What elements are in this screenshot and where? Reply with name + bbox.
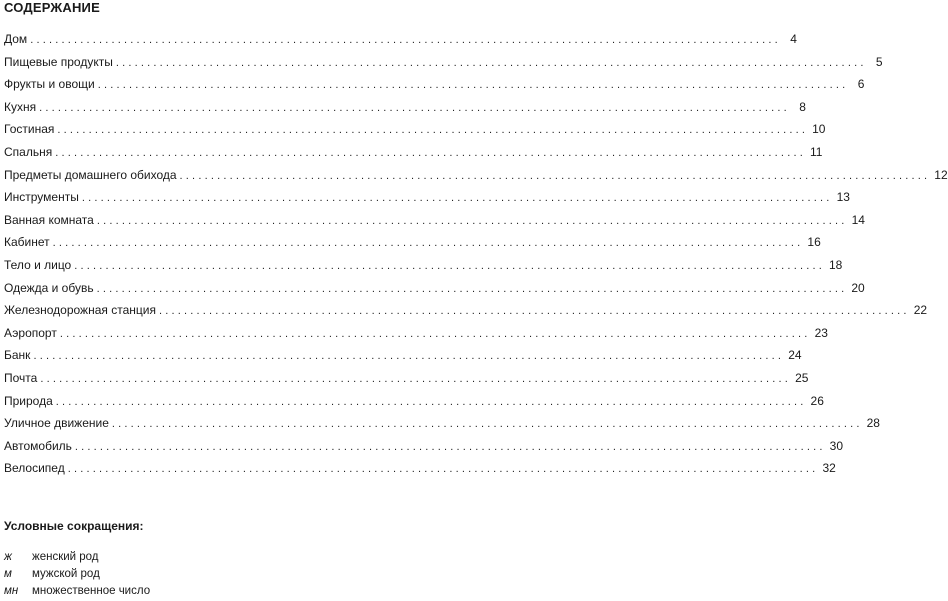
toc-entry-page: 30 [829,438,844,453]
abbreviation-entry [4,550,150,567]
toc-entry-label: Инструменты [4,190,79,205]
toc-entry-label: Предметы домашнего обихода [4,167,177,182]
toc-entry [4,99,806,122]
toc-entry [4,257,843,280]
toc-entry [4,212,865,235]
abbreviation-entry [4,567,150,584]
toc-entry-label: Почта [4,370,38,385]
toc-entry-label: Одежда и обувь [4,280,94,295]
abbreviations-list [4,550,150,601]
toc-leader-dots: ........................................................................................................................ [96,282,848,295]
toc-leader-dots: ........................................................................................................................ [158,305,910,318]
toc-entry-label: Железнодорожная станция [4,303,156,318]
toc-leader-dots: ........................................................................................................................ [74,259,825,272]
toc-entry-label: Тело и лицо [4,257,72,272]
toc-entry-page: 10 [812,122,826,137]
toc-leader-dots: ........................................................................................................................ [81,192,833,205]
toc-entry-page: 22 [913,303,928,318]
toc-entry-page: 14 [851,212,865,227]
toc-entry-label: Дом [4,32,28,46]
toc-entry [4,54,883,77]
toc-leader-dots: ........................................................................................................................ [52,237,804,250]
toc-entry [4,167,948,190]
toc-entry [4,189,850,212]
toc-entry-page: 16 [807,235,821,250]
toc-entry-page: 20 [851,280,865,295]
toc-entry-page: 13 [836,190,850,205]
toc-entry-label: Велосипед [4,461,65,476]
toc-entry-label: Кабинет [4,235,50,250]
abbreviation-key: ж [4,551,12,563]
toc-entry-label: Автомобиль [4,438,72,453]
abbreviation-key: мн [4,585,19,597]
toc-leader-dots: ........................................................................................................................ [39,101,790,114]
toc-entry-page: 24 [788,348,802,363]
toc-entry-page: 12 [934,167,948,182]
toc-entry-page: 26 [810,393,824,408]
toc-entry [4,325,828,348]
toc-entry-label: Пищевые продукты [4,54,113,69]
toc-list [4,31,948,483]
toc-entry-label: Банк [4,348,31,363]
toc-entry [4,302,928,325]
toc-entry-page: 4 [790,32,797,46]
toc-entry [4,415,880,438]
toc-entry-label: Гостиная [4,122,55,137]
abbreviations-title: Условные сокращения: [4,519,144,533]
toc-entry [4,460,836,483]
toc-leader-dots: ........................................................................................................................ [55,146,806,159]
toc-leader-dots: ........................................................................................................................ [115,56,867,69]
toc-entry-page: 32 [822,461,836,476]
abbreviation-entry [4,584,150,601]
toc-entry-page: 8 [799,99,806,114]
toc-entry-label: Кухня [4,99,37,114]
toc-entry-label: Природа [4,393,53,408]
toc-title: СОДЕРЖАНИЕ [4,0,100,15]
abbreviation-meaning: женский род [32,551,99,563]
toc-leader-dots: ........................................................................................................................ [33,350,785,363]
toc-leader-dots: ........................................................................................................................ [179,169,931,182]
toc-leader-dots: ........................................................................................................................ [55,395,807,408]
toc-entry [4,370,809,393]
toc-leader-dots: ........................................................................................................................ [97,79,849,92]
toc-entry-page: 28 [866,416,880,431]
toc-leader-dots: ........................................................................................................................ [30,34,781,46]
toc-entry-page: 5 [875,54,883,69]
toc-leader-dots: ........................................................................................................................ [74,440,826,453]
toc-entry [4,393,824,416]
toc-entry [4,438,844,461]
toc-entry-label: Ванная комната [4,212,94,227]
toc-leader-dots: ........................................................................................................................ [59,327,811,340]
toc-entry-page: 11 [809,144,823,159]
toc-entry-label: Фрукты и овощи [4,77,95,92]
abbreviation-meaning: мужской род [32,568,100,580]
toc-entry [4,280,865,303]
abbreviation-key: м [4,568,12,580]
toc-entry [4,121,826,144]
toc-entry-label: Спальня [4,144,53,159]
toc-entry-page: 6 [857,77,865,92]
toc-leader-dots: ........................................................................................................................ [57,124,809,137]
toc-entry-page: 25 [795,370,809,385]
toc-leader-dots: ........................................................................................................................ [40,372,792,385]
toc-leader-dots: ........................................................................................................................ [111,418,863,431]
toc-entry-label: Аэропорт [4,325,57,340]
toc-entry [4,31,797,54]
abbreviation-meaning: множественное число [32,585,151,597]
toc-entry [4,76,865,99]
toc-entry-label: Уличное движение [4,416,109,431]
toc-entry [4,347,802,370]
toc-leader-dots: ........................................................................................................................ [67,463,819,476]
toc-leader-dots: ........................................................................................................................ [96,214,848,227]
toc-entry [4,144,823,167]
toc-entry-page: 18 [828,257,843,272]
toc-entry [4,234,821,257]
toc-entry-page: 23 [814,325,828,340]
